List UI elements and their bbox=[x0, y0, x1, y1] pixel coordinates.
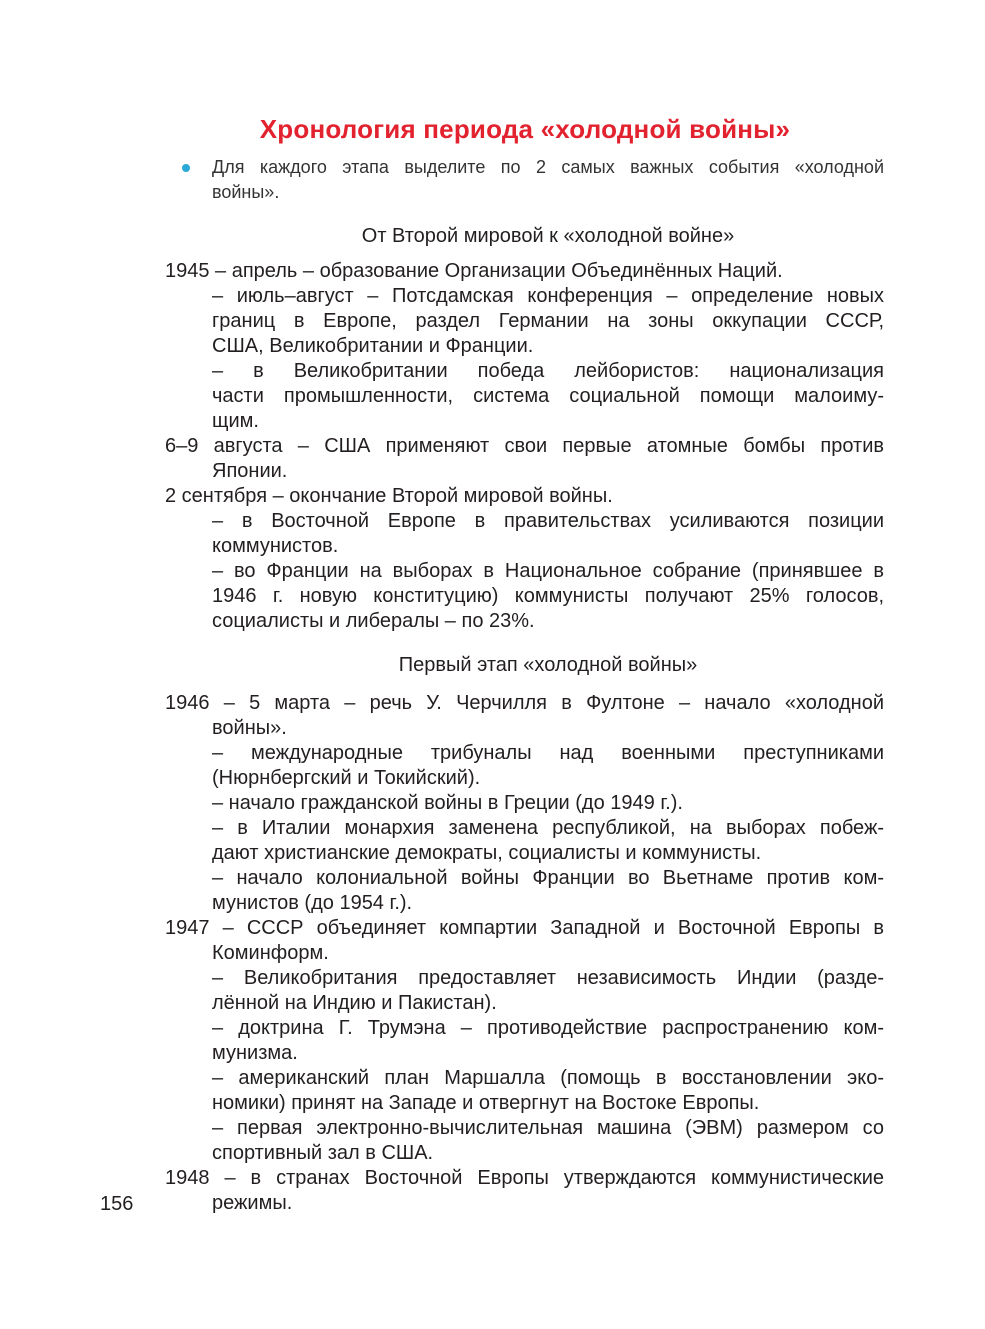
timeline-subentry bbox=[165, 284, 884, 359]
timeline-subentry bbox=[165, 866, 884, 916]
page-number: 156 bbox=[100, 1193, 134, 1215]
chronology-body bbox=[165, 224, 884, 1216]
text-line: – американский план Маршалла (помощь в восстановлении эко- bbox=[212, 1067, 884, 1089]
timeline-entry bbox=[165, 691, 884, 741]
text-line: 1948 – в странах Восточной Европы утверждаются коммунистические bbox=[165, 1167, 884, 1189]
text-line: – международные трибуналы над военными преступниками bbox=[212, 742, 884, 764]
text-line: мунизма. bbox=[212, 1042, 298, 1064]
text-line: – июль–август – Потсдамская конференция – определение новых bbox=[212, 285, 884, 307]
timeline-subentry bbox=[165, 966, 884, 1016]
text-line: – Великобритания предоставляет независимость Индии (разде- bbox=[212, 967, 884, 989]
text-line: 1945 – апрель – образование Организации Объединённых Наций. bbox=[165, 260, 783, 282]
text-line: дают христианские демократы, социалисты и коммунисты. bbox=[212, 842, 762, 864]
task-line: Для каждого этапа выделите по 2 самых важных события «холодной bbox=[212, 157, 884, 177]
text-line: 1946 г. новую конституцию) коммунисты получают 25% голосов, bbox=[212, 585, 884, 607]
text-line: 1946 – 5 марта – речь У. Черчилля в Фултоне – начало «холодной bbox=[165, 692, 884, 714]
timeline-subentry bbox=[165, 559, 884, 634]
text-line: – начало гражданской войны в Греции (до 1949 г.). bbox=[212, 792, 683, 814]
page-title: Хронология периода «холодной войны» bbox=[259, 114, 791, 144]
timeline-entry bbox=[165, 434, 884, 484]
text-line: Коминформ. bbox=[212, 942, 329, 964]
text-line: границ в Европе, раздел Германии на зоны оккупации СССР, bbox=[212, 310, 884, 332]
text-line: коммунистов. bbox=[212, 535, 339, 557]
text-line: – первая электронно-вычислительная машина (ЭВМ) размером со bbox=[212, 1117, 884, 1139]
text-line: режимы. bbox=[212, 1192, 293, 1214]
text-line: социалисты и либералы – по 23%. bbox=[212, 610, 535, 632]
timeline-entry bbox=[165, 1166, 884, 1216]
timeline-entry bbox=[165, 916, 884, 966]
timeline-entry bbox=[165, 484, 884, 509]
timeline-entry bbox=[165, 259, 884, 284]
bullet-dot-icon bbox=[182, 164, 190, 172]
text-line: Японии. bbox=[212, 460, 288, 482]
text-line: – в Восточной Европе в правительствах усиливаются позиции bbox=[212, 510, 884, 532]
text-line: (Нюрнбергский и Токийский). bbox=[212, 767, 481, 789]
text-line: – в Италии монархия заменена республикой, на выборах побеж- bbox=[212, 817, 884, 839]
timeline-subentry bbox=[165, 509, 884, 559]
text-line: спортивный зал в США. bbox=[212, 1142, 434, 1164]
section-heading: От Второй мировой к «холодной войне» bbox=[361, 225, 735, 247]
text-line: 1947 – СССР объединяет компартии Западной и Восточной Европы в bbox=[165, 917, 884, 939]
timeline-section bbox=[165, 224, 884, 634]
timeline-section bbox=[165, 653, 884, 1216]
timeline-subentry bbox=[165, 1016, 884, 1066]
task-instruction bbox=[188, 156, 884, 206]
text-line: – во Франции на выборах в Национальное собрание (принявшее в bbox=[212, 560, 884, 582]
text-line: мунистов (до 1954 г.). bbox=[212, 892, 413, 914]
text-line: 2 сентября – окончание Второй мировой войны. bbox=[165, 485, 613, 507]
text-line: войны». bbox=[212, 717, 287, 739]
text-line: – начало колониальной войны Франции во Вьетнаме против ком- bbox=[212, 867, 884, 889]
task-line: войны». bbox=[212, 182, 280, 202]
text-line: номики) принят на Западе и отвергнут на Востоке Европы. bbox=[212, 1092, 760, 1114]
text-line: США, Великобритании и Франции. bbox=[212, 335, 534, 357]
timeline-subentry bbox=[165, 359, 884, 434]
text-line: щим. bbox=[212, 410, 259, 432]
timeline-subentry bbox=[165, 741, 884, 791]
text-line: – в Великобритании победа лейбористов: национализация bbox=[212, 360, 884, 382]
timeline-subentry bbox=[165, 816, 884, 866]
text-line: – доктрина Г. Трумэна – противодействие распространению ком- bbox=[212, 1017, 884, 1039]
timeline-subentry bbox=[165, 1116, 884, 1166]
text-line: 6–9 августа – США применяют свои первые атомные бомбы против bbox=[165, 435, 884, 457]
text-line: лённой на Индию и Пакистан). bbox=[212, 992, 497, 1014]
text-line: части промышленности, система социальной помощи малоиму- bbox=[212, 385, 884, 407]
section-heading: Первый этап «холодной войны» bbox=[398, 654, 698, 676]
timeline-subentry bbox=[165, 791, 884, 816]
timeline-subentry bbox=[165, 1066, 884, 1116]
